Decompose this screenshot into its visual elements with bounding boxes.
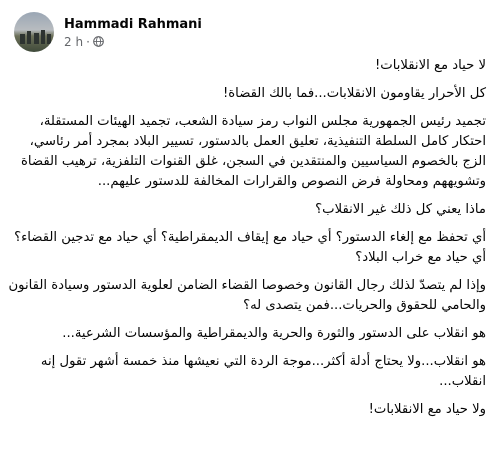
- separator-dot: ·: [86, 34, 90, 49]
- globe-icon[interactable]: [93, 36, 104, 47]
- post-paragraph: أي تحفظ مع إلغاء الدستور؟ أي حياد مع إيقاف الديمقراطية؟ أي حياد مع تدجين القضاء؟ أي حياد مع خراب البلاد؟: [14, 230, 486, 265]
- post-body: [8, 56, 486, 428]
- post-paragraph: كل الأحرار يقاومون الانقلابات...فما بالك القضاة!: [222, 86, 486, 101]
- post-paragraph: لا حياد مع الانقلابات!: [375, 58, 486, 73]
- post-timestamp[interactable]: 2 h: [64, 34, 84, 49]
- author-avatar[interactable]: [14, 12, 54, 52]
- post-paragraph: تجميد رئيس الجمهورية مجلس النواب رمز سيادة الشعب، تجميد الهيئات المستقلة، احتكار كامل السلطة التنفيذية، تعليق العمل بالدستور، تسيير البلاد بمجرد أمر رئاسي، الزج بالخصوم السياسيين والمنتقدين في السجن، غلق القنوات التلفزية، ترهيب القضاة وتشويههم ومحاولة فرض النصوص والقرارات المخالفة للدستور عليهم...: [20, 114, 486, 189]
- author-name[interactable]: Hammadi Rahmani: [64, 16, 202, 32]
- post-header: [14, 10, 202, 54]
- post-subline: [64, 35, 202, 49]
- post-paragraph: ماذا يعني كل ذلك غير الانقلاب؟: [315, 202, 486, 217]
- post-paragraph: ولا حياد مع الانقلابات!: [368, 402, 486, 417]
- post-paragraph: هو انقلاب...ولا يحتاج أدلة أكثر...موجة الردة التي نعيشها منذ خمسة أشهر تقول إنه انقلاب...: [40, 354, 486, 389]
- post-paragraph: هو انقلاب على الدستور والثورة والحرية والديمقراطية والمؤسسات الشرعية...: [62, 326, 486, 341]
- post-meta: [64, 16, 202, 49]
- post-paragraph: وإذا لم يتصدّ لذلك رجال القانون وخصوصا القضاء الضامن لعلوية الدستور وسيادة القانون والحامي للحقوق والحريات...فمن يتصدى له؟: [8, 278, 486, 313]
